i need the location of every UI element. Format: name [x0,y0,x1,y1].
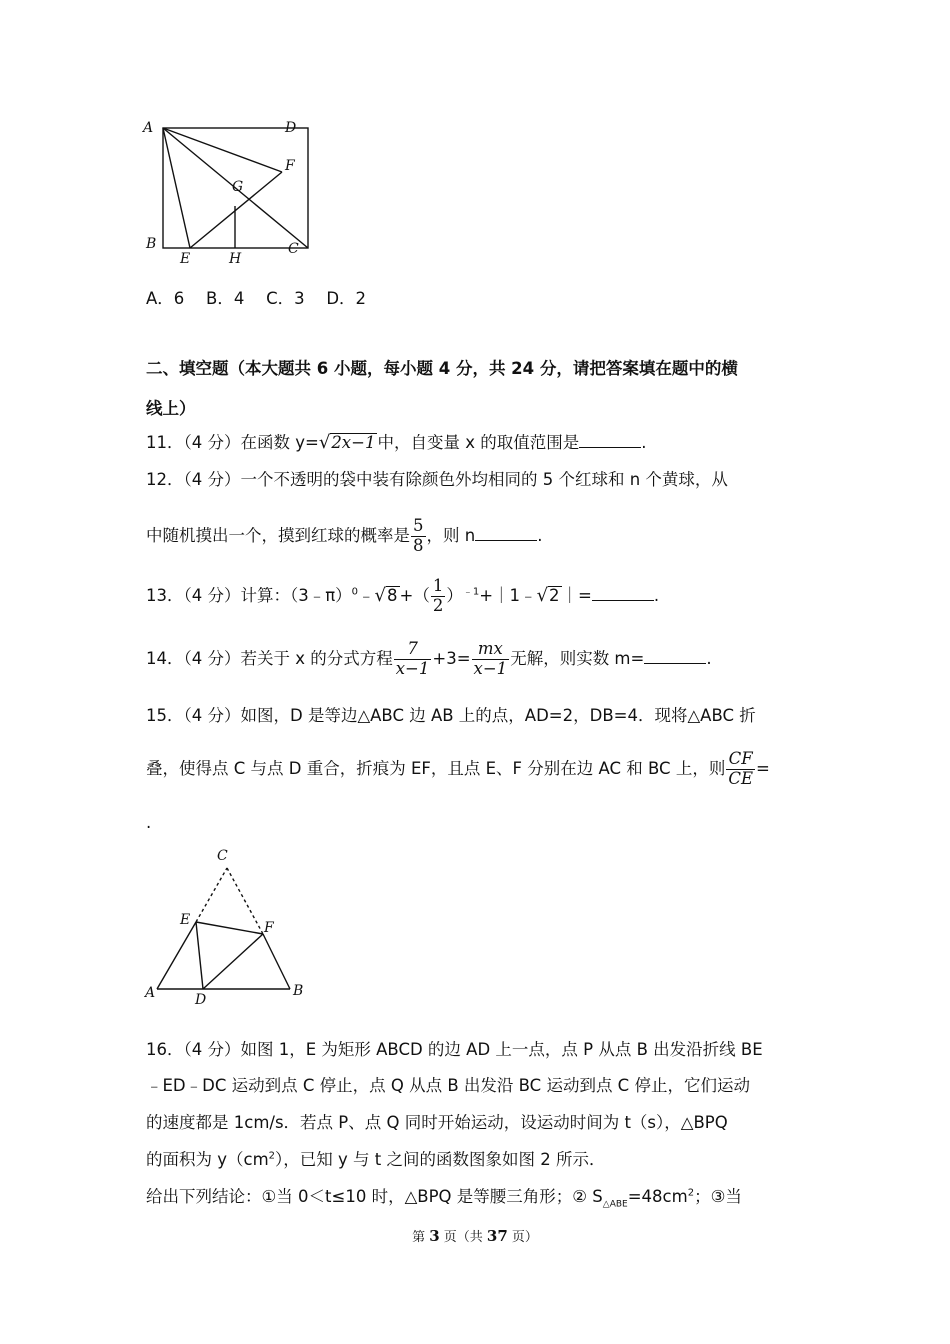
figure-square-abcd [140,112,310,267]
footer-post: 页） [507,1230,538,1245]
q14-f2num: mx [472,640,510,660]
q15-post: = [756,758,770,778]
q15-fraction [726,750,755,789]
q13-mid1: ﹣ [358,585,375,605]
q11-radicand: 2x−1 [331,433,376,452]
q13-rad8: 8 [387,585,398,605]
q12-den: 8 [413,535,424,555]
q14-fraction1 [394,640,432,679]
question-16-line3: 的速度都是 1cm/s．若点 P、点 Q 同时开始运动，设运动时间为 t（s），△BPQ [146,1113,728,1132]
figure-folded-triangle [140,842,320,1007]
question-16-line1: 16．（4 分）如图 1，E 为矩形 ABCD 的边 AD 上一点，点 P 从点 B 出发沿折线 BE [146,1040,763,1059]
q14-pre: 14．（4 分）若关于 x 的分式方程 [146,648,393,668]
fig2-label-f: F [264,920,274,936]
q11-answer-blank[interactable] [579,433,641,448]
label-h: H [229,251,242,267]
question-16-line2: ﹣ED﹣DC 运动到点 C 停止，点 Q 从点 B 出发沿 BC 运动到点 C 停止，它们运动 [146,1076,750,1095]
question-16-line4 [146,1146,605,1170]
q13-fraction [431,577,446,616]
q12-answer-blank[interactable] [475,526,537,541]
question-15-line2 [146,750,770,789]
q13-num: 1 [432,576,444,595]
question-13: 13．（4 分）计算：（3﹣π）$^0$﹣√8 +（ $\frac{1}{2}$ ）$^{﹣1}$+｜1﹣√2 ｜= . [146,576,660,615]
q11-end: . [641,433,647,452]
footer-total-pages: 37 [486,1227,508,1245]
q12-text: 中随机摸出一个，摸到红球的概率是 [146,525,410,545]
label-a: A [143,120,154,136]
footer-mid: 页（共 [439,1230,487,1245]
q14-end: . [706,648,712,668]
q16-line5-post: ；③当 [694,1187,742,1206]
q15-text: 叠，使得点 C 与点 D 重合，折痕为 EF，且点 E、F 分别在边 AC 和 BC 上，则 [146,758,726,778]
q14-f1den: x−1 [395,658,430,678]
section2-heading-line1: 二、填空题（本大题共 6 小题，每小题 4 分，共 24 分，请把答案填在题中的横 [146,359,738,378]
q16-line4-sup: 2 [268,1150,276,1162]
fig2-label-a: A [145,985,156,1001]
question-15-line3: . [146,813,152,832]
question-11: 11．（4 分）在函数 y=√2x−1 中，自变量 x 的取值范围是 . [146,432,647,453]
question-12-line1: 12．（4 分）一个不透明的袋中装有除颜色外均相同的 5 个红球和 n 个黄球，从 [146,470,728,489]
fig2-label-e: E [180,912,191,928]
q16-line5-sup: 2 [687,1187,695,1199]
q13-pre: 13．（4 分）计算：（3﹣π） [146,585,352,605]
fig2-label-c: C [217,848,228,864]
label-g: G [232,179,244,195]
section2-heading-line2: 线上） [146,399,196,418]
q13-end: . [653,585,660,605]
q14-mid: +3= [432,648,471,668]
q13-mid4: +｜1﹣ [479,585,537,605]
question-16-line5 [146,1183,742,1209]
q16-line5-pre: 给出下列结论：①当 0＜t≤10 时，△BPQ 是等腰三角形；② S [146,1187,603,1206]
q15-den: CE [728,768,753,788]
q13-answer-blank[interactable] [592,586,654,601]
q13-rad2: 2 [549,585,560,605]
label-e: E [180,251,191,267]
q14-f2den: x−1 [473,658,508,678]
q13-mid5: ｜= [561,585,592,605]
q14-f1num: 7 [394,640,432,660]
q14-answer-blank[interactable] [644,649,706,664]
label-b: B [146,236,157,252]
footer-page-number: 3 [429,1227,440,1245]
q16-line4-pre: 的面积为 y（cm [146,1150,269,1169]
q14-fraction2 [472,640,510,679]
q13-den: 2 [432,595,444,615]
fig2-label-b: B [293,983,304,999]
q16-line4-post: ），已知 y 与 t 之间的函数图象如图 2 所示． [275,1150,606,1169]
q11-pre: 11．（4 分）在函数 y= [146,433,319,452]
q11-post: 中，自变量 x 的取值范围是 [377,433,580,452]
q12-end: . [537,525,543,545]
q15-num: CF [726,750,755,770]
label-d: D [285,120,297,136]
page-footer [0,1226,950,1245]
question-14 [146,640,712,679]
q12-fraction [411,517,426,556]
footer-pre: 第 [412,1230,430,1245]
question-15-line1: 15．（4 分）如图，D 是等边△ABC 边 AB 上的点，AD=2，DB=4．现将△ABC 折 [146,706,756,725]
q10-options: A．6 B．4 C．3 D．2 [146,289,367,308]
q13-sup0: 0 [351,586,359,598]
q13-mid2: +（ [399,585,430,605]
q12-num: 5 [413,516,424,535]
label-c: C [288,241,299,257]
fig2-label-d: D [195,992,207,1007]
q16-line5-sub: △ABE [602,1199,628,1210]
question-12-line2 [146,517,542,556]
label-f: F [285,158,295,174]
q14-post: 无解，则实数 m= [510,648,645,668]
q13-mid3: ） [446,585,463,605]
q13-sup1: ﹣1 [462,586,480,598]
q12-post: ，则 n [426,525,476,545]
q16-line5-mid: =48cm [627,1187,688,1206]
